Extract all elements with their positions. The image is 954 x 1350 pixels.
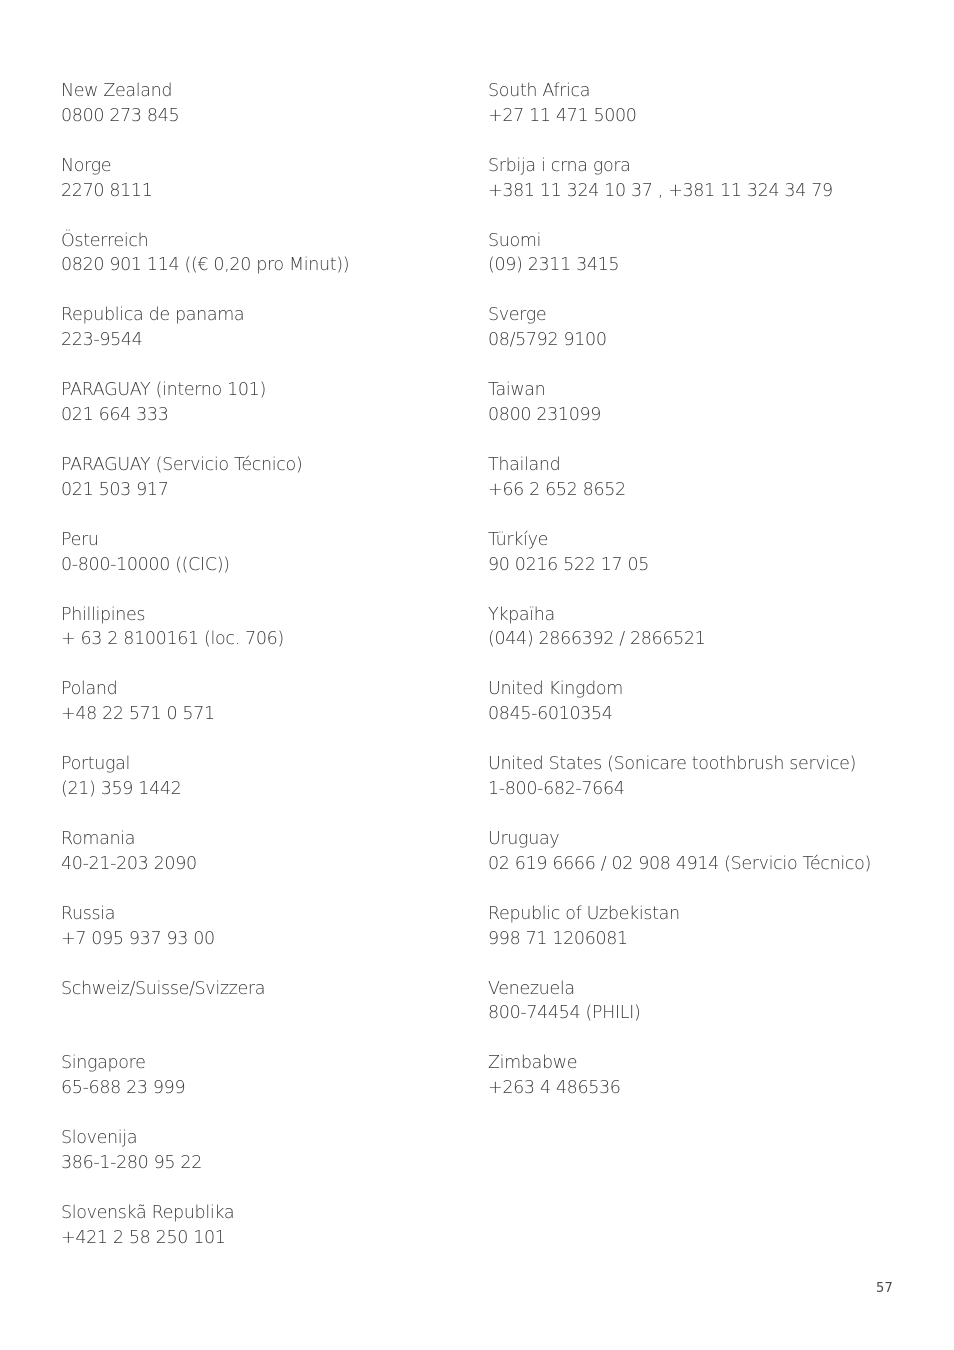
contact-entry [61, 378, 471, 453]
contact-entry [488, 79, 928, 154]
phone-number: 0800 273 845 [61, 105, 180, 126]
phone-number: 2270 8111 [61, 180, 153, 201]
phone-number: (21) 359 1442 [61, 778, 182, 799]
country-name: Schweiz/Suisse/Svizzera [61, 978, 266, 999]
contact-entry [488, 603, 928, 678]
contact-entry [61, 677, 471, 752]
country-name: United Kingdom [488, 679, 623, 700]
page-number: 57 [876, 1281, 893, 1296]
phone-number: +48 22 571 0 571 [61, 704, 215, 725]
phone-number: 02 619 6666 / 02 908 4914 (Servicio Técnico) [488, 853, 871, 874]
contact-entry [61, 1051, 471, 1126]
contact-entry [61, 79, 471, 154]
contact-entry [61, 453, 471, 528]
phone-number: + 63 2 8100161 (loc. 706) [61, 629, 284, 650]
contact-entry [61, 528, 471, 603]
contact-entry [61, 1126, 471, 1201]
phone-number: +27 11 471 5000 [488, 105, 637, 126]
country-name: Phillipines [61, 604, 146, 625]
contact-entry [488, 528, 928, 603]
country-name: Srbija i crna gora [488, 155, 631, 176]
contact-entry [61, 603, 471, 678]
country-name: Slovenija [61, 1128, 138, 1149]
country-name: Portugal [61, 754, 131, 775]
phone-number: +421 2 58 250 101 [61, 1227, 226, 1248]
country-name: United States (Sonicare toothbrush service) [488, 754, 857, 775]
phone-number: 1-800-682-7664 [488, 778, 625, 799]
country-name: Österreich [61, 230, 149, 251]
phone-number: 65-688 23 999 [61, 1078, 186, 1099]
country-name: Türkíye [488, 529, 548, 550]
phone-number: +66 2 652 8652 [488, 479, 626, 500]
contact-entry [488, 752, 928, 827]
country-name: Sverge [488, 305, 547, 326]
contact-entry [61, 902, 471, 977]
country-name: Republica de panama [61, 305, 245, 326]
contact-entry [61, 752, 471, 827]
phone-number: 386-1-280 95 22 [61, 1152, 202, 1173]
phone-number: (044) 2866392 / 2866521 [488, 629, 706, 650]
country-name: Norge [61, 155, 112, 176]
country-name: New Zealand [61, 81, 173, 101]
phone-number: +7 095 937 93 00 [61, 928, 215, 949]
contact-entry [61, 1201, 471, 1276]
contact-entry [488, 902, 928, 977]
country-name: Venezuela [488, 978, 575, 999]
country-name: Russia [61, 903, 116, 924]
country-name: Romania [61, 828, 136, 849]
contact-entry [61, 154, 471, 229]
country-name: Zimbabwe [488, 1053, 578, 1074]
phone-number: (09) 2311 3415 [488, 255, 620, 276]
country-name: Taiwan [488, 380, 546, 401]
phone-number: 08/5792 9100 [488, 330, 607, 351]
phone-number: 0845-6010354 [488, 704, 613, 725]
contact-entry [488, 677, 928, 752]
left-column [61, 79, 471, 1276]
country-name: Republic of Uzbekistan [488, 903, 680, 924]
phone-number: 800-74454 (PHILI) [488, 1003, 641, 1024]
contact-entry [61, 977, 471, 1052]
contact-entry [488, 229, 928, 304]
contact-entry [488, 154, 928, 229]
country-name: Thailand [488, 454, 561, 475]
country-name: Ykpaïha [488, 604, 555, 625]
phone-number: 0-800-10000 ((CIC)) [61, 554, 230, 575]
contact-entry [488, 977, 928, 1052]
contact-entry [61, 303, 471, 378]
country-name: Slovenskã Republika [61, 1202, 235, 1223]
country-name: Singapore [61, 1053, 146, 1074]
phone-number: +263 4 486536 [488, 1078, 621, 1099]
country-name: Uruguay [488, 828, 560, 849]
phone-number: 0820 901 114 ((€ 0,20 pro Minut)) [61, 255, 350, 276]
country-name: PARAGUAY (Servicio Técnico) [61, 454, 303, 475]
contact-entry [61, 229, 471, 304]
contact-entry [488, 378, 928, 453]
contact-entry [488, 303, 928, 378]
phone-number: 998 71 1206081 [488, 928, 628, 949]
phone-number: 021 664 333 [61, 404, 169, 425]
country-name: Poland [61, 679, 118, 700]
phone-number: 90 0216 522 17 05 [488, 554, 650, 575]
contact-entry [488, 1051, 928, 1126]
phone-number [61, 1001, 471, 1026]
right-column [488, 79, 928, 1126]
contact-entry [488, 827, 928, 902]
contact-entry [488, 453, 928, 528]
phone-number: 223-9544 [61, 330, 143, 351]
phone-number: +381 11 324 10 37 , +381 11 324 34 79 [488, 180, 833, 201]
country-name: Peru [61, 529, 99, 550]
country-name: Suomi [488, 230, 542, 251]
contact-entry [61, 827, 471, 902]
phone-number: 40-21-203 2090 [61, 853, 197, 874]
phone-number: 0800 231099 [488, 404, 602, 425]
phone-number: 021 503 917 [61, 479, 169, 500]
country-name: PARAGUAY (interno 101) [61, 380, 266, 401]
country-name: South Africa [488, 81, 591, 101]
